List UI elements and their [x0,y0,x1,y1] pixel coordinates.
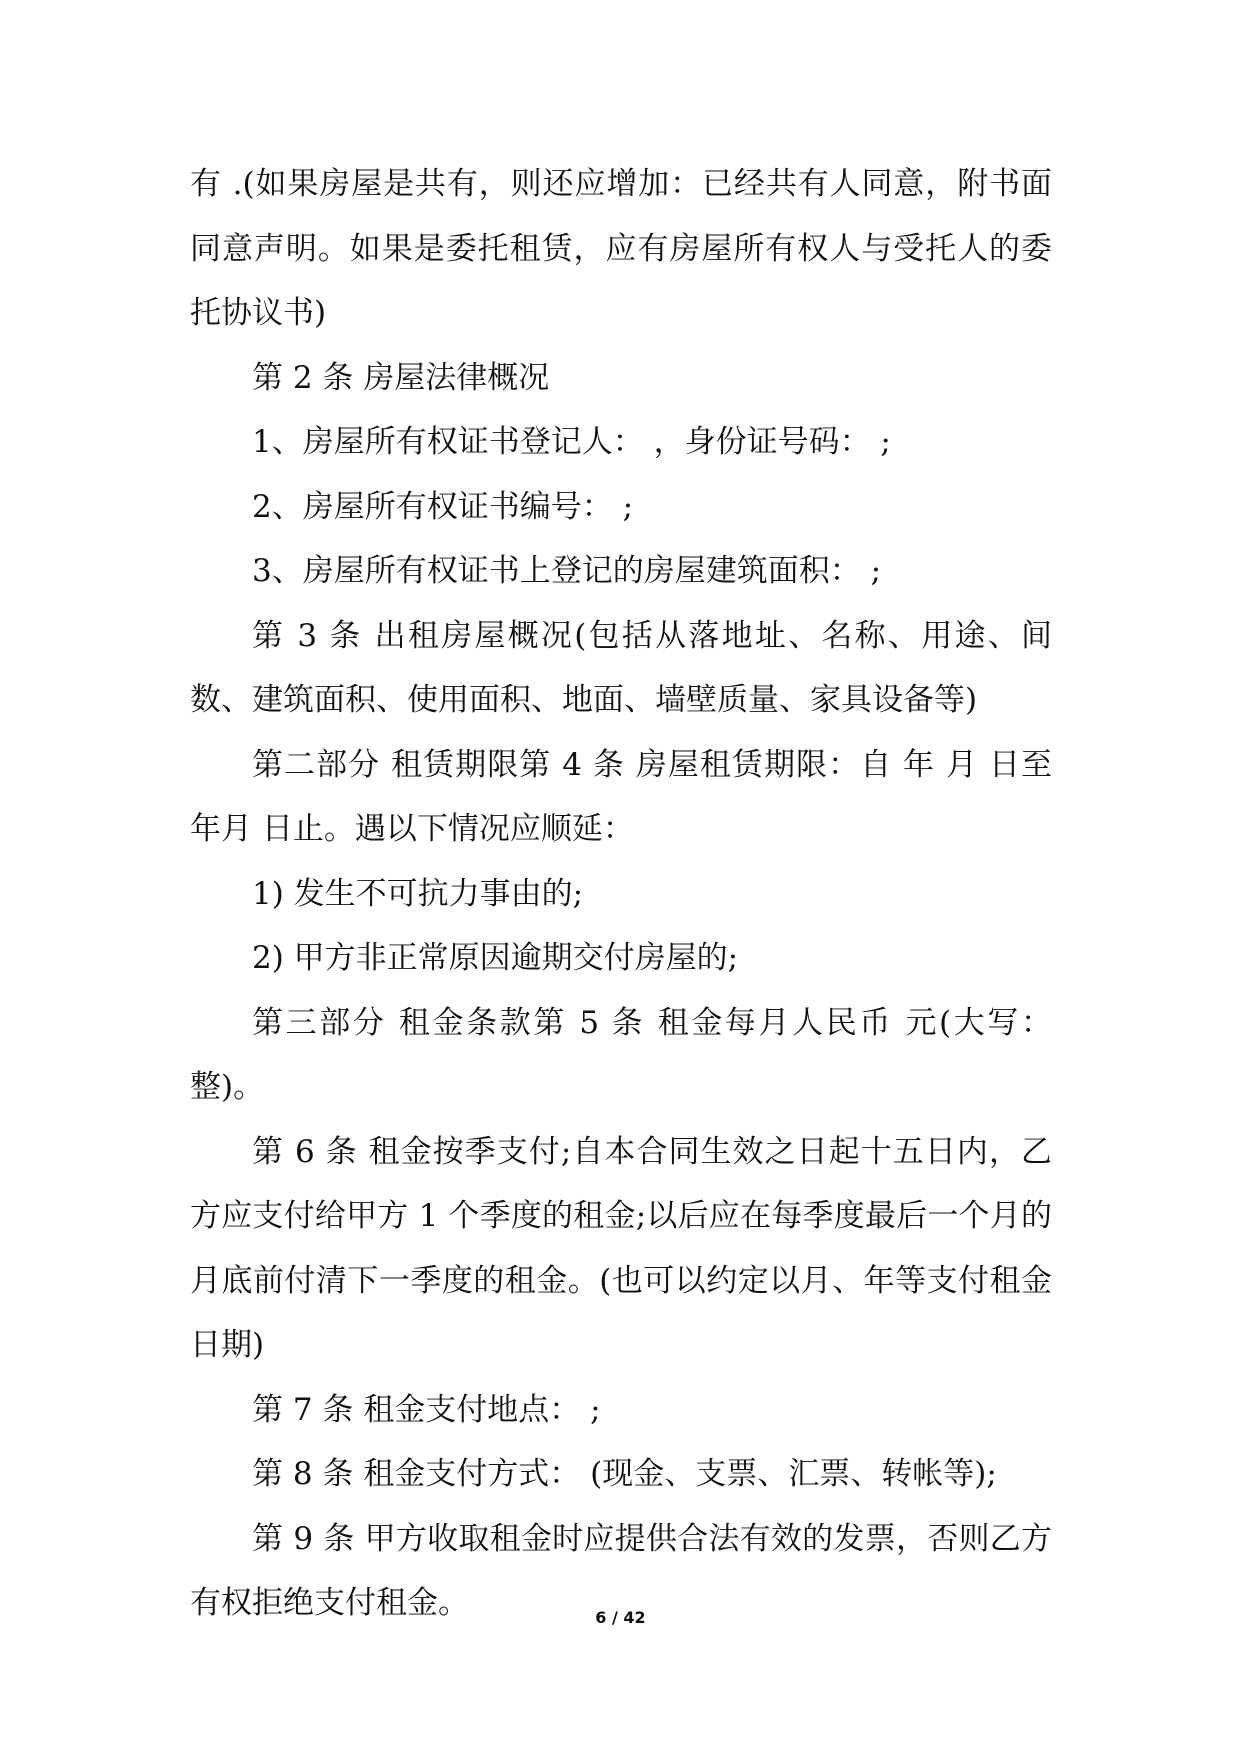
paragraph: 第 3 条 出租房屋概况(包括从落地址、名称、用途、间数、建筑面积、使用面积、地面、墙壁质量、家具设备等) [190,617,1052,718]
paragraph: 第三部分 租金条款第 5 条 租金每月人民币 元(大写： 整)。 [190,1004,1052,1105]
paragraph: 1、房屋所有权证书登记人： ，身份证号码： ; [252,424,891,460]
document-body [190,152,1052,1636]
paragraph: 第 7 条 租金支付地点： ; [252,1391,601,1428]
paragraph: 第二部分 租赁期限第 4 条 房屋租赁期限：自 年 月 日至 年月 日止。遇以下情况应顺延： [190,746,1052,847]
paragraph: 3、房屋所有权证书上登记的房屋建筑面积： ; [252,553,882,589]
paragraph: 第 8 条 租金支付方式： (现金、支票、汇票、转帐等); [252,1456,997,1492]
paragraph: 第 6 条 租金按季支付;自本合同生效之日起十五日内，乙方应支付给甲方 1 个季度的租金;以后应在每季度最后一个月的月底前付清下一季度的租金。(也可以约定以月、年等支付租金日期) [190,1133,1052,1363]
paragraph: 有 .(如果房屋是共有，则还应增加：已经共有人同意，附书面同意声明。如果是委托租赁，应有房屋所有权人与受托人的委托协议书) [190,166,1052,331]
paragraph: 2、房屋所有权证书编号： ; [252,488,634,525]
paragraph: 2) 甲方非正常原因逾期交付房屋的; [252,940,739,976]
paragraph: 1) 发生不可抗力事由的; [252,875,584,912]
paragraph: 第 2 条 房屋法律概况 [252,359,550,396]
paragraph: 第 9 条 甲方收取租金时应提供合法有效的发票，否则乙方有权拒绝支付租金。 [190,1520,1052,1621]
page-number: 6 / 42 [595,1608,646,1627]
